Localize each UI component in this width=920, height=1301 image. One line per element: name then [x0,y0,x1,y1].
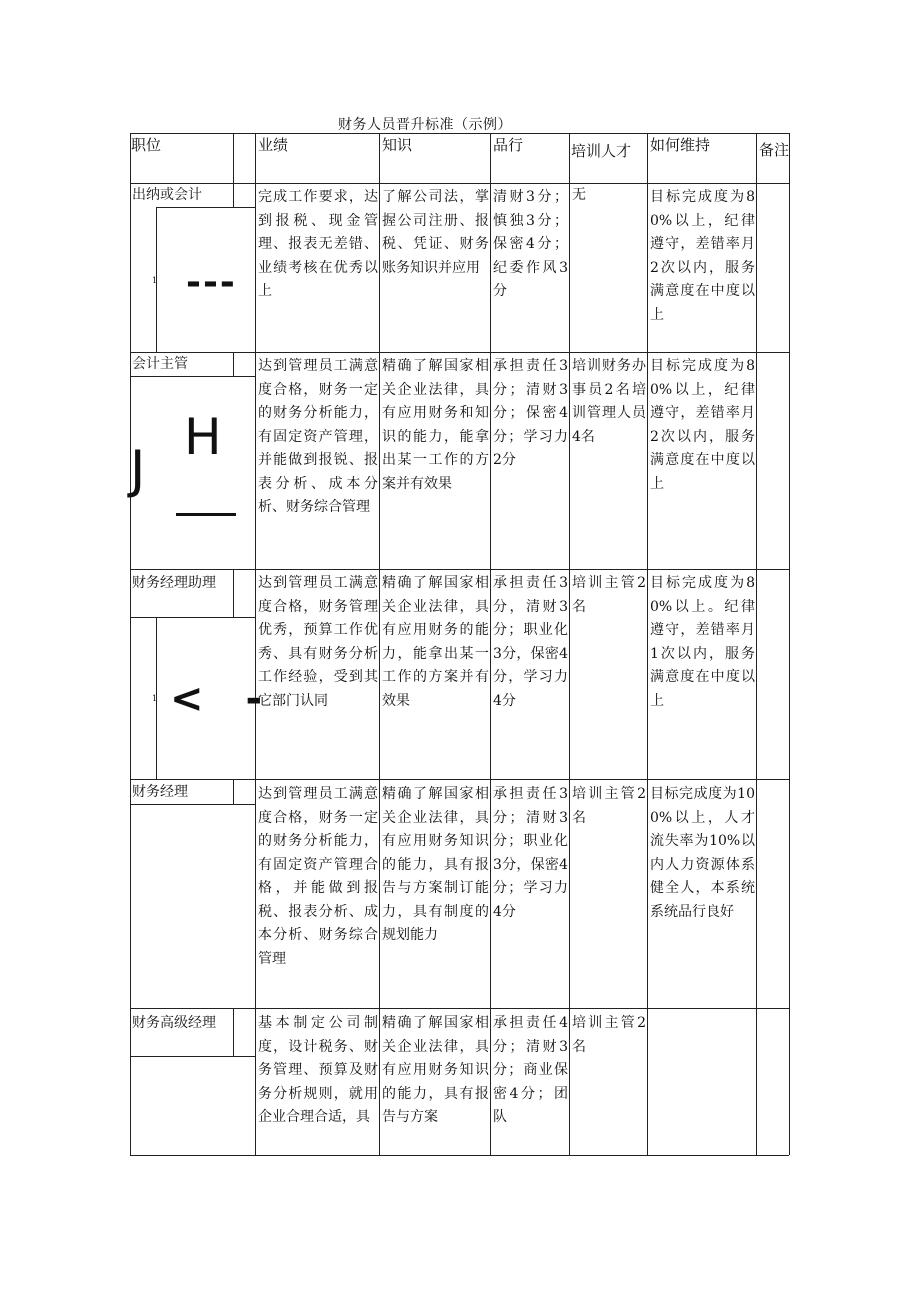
margin-mark: 1 [152,276,158,285]
knowledge-cell: 了解公司法，掌握公司注册、报税、凭证、财务账务知识并应用 [382,189,489,276]
training-cell: 培训主管2名 [572,1015,646,1055]
conduct-cell: 承担责任3分，清财3分；职业化3分，保密4分，学习力4分 [493,575,568,709]
scan-artifact: < - [170,676,277,722]
position-label: 财务经理 [132,784,188,800]
knowledge-cell: 精确了解国家相关企业法律，具有应用财务和知识的能力，能拿出某一工作的方案并有效果 [382,358,489,492]
performance-cell: 完成工作要求，达到报税、现金管理、报表无差错、业绩考核在优秀以上 [258,189,378,299]
training-cell: 培训财务办事员2名培训管理人员4名 [572,358,646,445]
knowledge-cell: 精确了解国家相关企业法律，具有应用财务知识的能力，具有报告与方案 [382,1015,489,1125]
conduct-cell: 清财3分；慎独3分；保密4分；纪委作风3分 [493,189,568,299]
scan-artifact: --- [186,262,237,303]
header-training: 培训人才 [571,142,632,160]
position-label: 财务高级经理 [132,1015,216,1031]
position-label: 出纳或会计 [132,187,202,203]
maintain-cell: 目标完成度为80%以上。纪律遵守，差错率月1次以内，服务满意度在中度以上 [650,575,755,709]
knowledge-cell: 精确了解国家相关企业法律，具有应用财务的能力，能拿出某一工作的方案并有效果 [382,575,489,709]
header-remarks: 备注 [759,141,790,159]
scan-artifact-bar [176,513,236,516]
scan-artifact: J [130,440,146,500]
maintain-cell: 目标完成度为80%以上，纪律遵守，差错率月2次以内，服务满意度在中度以上 [650,189,755,323]
maintain-cell: 目标完成度为80%以上，纪律遵守，差错率月2次以内，服务满意度在中度以上 [650,358,755,492]
header-knowledge: 知识 [382,136,413,154]
position-label: 会计主管 [132,356,188,372]
knowledge-cell: 精确了解国家相关企业法律，具有应用财务知识的能力，具有报告与方案制订能力，具有制度的规划能力 [382,786,489,943]
document-title: 财务人员晋升标准（示例） [338,117,512,133]
conduct-cell: 承担责任3分；清财3分；保密4分；学习力2分 [493,358,568,468]
scan-artifact: H [184,408,222,466]
header-conduct: 品行 [493,136,524,154]
header-maintain: 如何维持 [650,136,711,154]
conduct-cell: 承担责任3分；清财3分；职业化3分，保密4分；学习力4分 [493,786,568,920]
performance-cell: 基本制定公司制度，设计税务、财务管理、预算及财务分析规则，就用企业合理合适，具 [258,1015,378,1125]
training-cell: 培训主管2名 [572,575,646,615]
margin-mark: 1 [152,694,158,703]
training-cell: 培训主管2名 [572,786,646,826]
performance-cell: 达到管理员工满意度合格，财务一定的财务分析能力，有固定资产管理，并能做到报锐、报表分析、成本分析、财务综合管理 [258,358,378,515]
header-position: 职位 [131,136,162,154]
performance-cell: 达到管理员工满意度合格，财务管理优秀，预算工作优秀、具有财务分析工作经验，受到其它部门认同 [258,575,378,709]
conduct-cell: 承担责任4分；清财3分；商业保密4分；团队 [493,1015,568,1125]
position-label: 财务经理助理 [132,575,216,591]
header-performance: 业绩 [258,136,289,154]
training-cell: 无 [572,187,586,203]
performance-cell: 达到管理员工满意度合格，财务一定的财务分析能力，有固定资产管理合格，并能做到报税、报表分析、成本分析、财务综合管理 [258,786,378,967]
maintain-cell: 目标完成度为100%以上，人才流失率为10%以内人力资源体系健全人，本系统系统品行良好 [650,786,755,920]
